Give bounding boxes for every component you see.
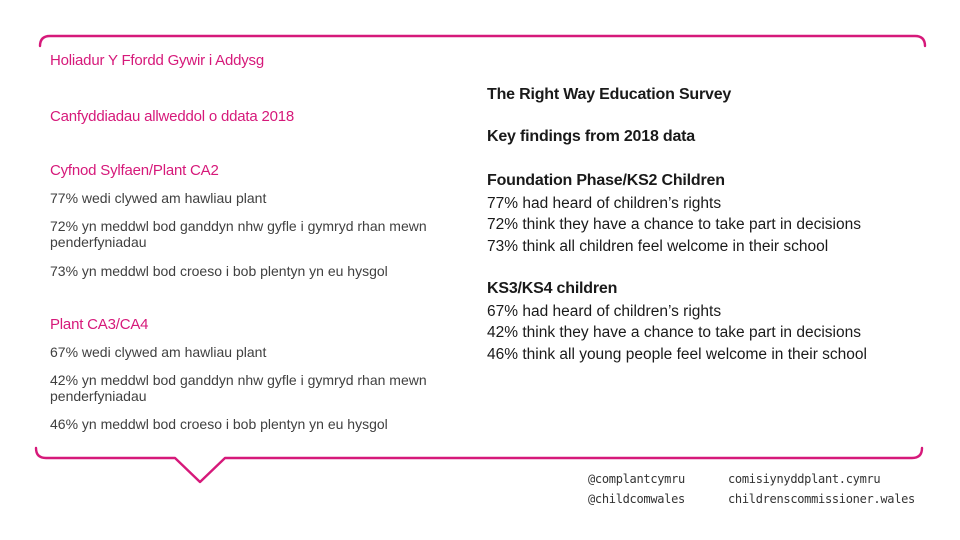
english-section2-item: 46% think all young people feel welcome in their school <box>487 346 867 363</box>
welsh-section2-heading: Plant CA3/CA4 <box>50 316 149 333</box>
welsh-section1-item: 73% yn meddwl bod croeso i bob plentyn yn eu hysgol <box>50 263 388 279</box>
welsh-section2-item: 46% yn meddwl bod croeso i bob plentyn yn eu hysgol <box>50 416 388 432</box>
english-section1-item: 72% think they have a chance to take part in decisions <box>487 216 861 233</box>
welsh-section2-item: 42% yn meddwl bod ganddyn nhw gyfle i gymryd rhan mewn penderfyniadau <box>50 372 427 404</box>
english-section2-item: 42% think they have a chance to take part in decisions <box>487 324 861 341</box>
welsh-title: Holiadur Y Ffordd Gywir i Addysg <box>50 52 264 69</box>
english-section2-item: 67% had heard of children’s rights <box>487 303 722 320</box>
welsh-section1-heading: Cyfnod Sylfaen/Plant CA2 <box>50 162 219 179</box>
english-title: The Right Way Education Survey <box>487 86 732 103</box>
twitter-english-link[interactable]: @childcomwales <box>588 492 685 506</box>
english-subtitle: Key findings from 2018 data <box>487 128 695 145</box>
welsh-section1-item: 72% yn meddwl bod ganddyn nhw gyfle i gymryd rhan mewn penderfyniadau <box>50 218 427 250</box>
website-english-link[interactable]: childrenscommissioner.wales <box>728 492 915 506</box>
welsh-section2-item: 67% wedi clywed am hawliau plant <box>50 344 267 360</box>
welsh-section1-item: 77% wedi clywed am hawliau plant <box>50 190 267 206</box>
welsh-subtitle: Canfyddiadau allweddol o ddata 2018 <box>50 108 295 125</box>
english-section2-heading: KS3/KS4 children <box>487 280 618 297</box>
twitter-welsh-link[interactable]: @complantcymru <box>588 472 685 486</box>
english-section1-heading: Foundation Phase/KS2 Children <box>487 172 725 189</box>
website-welsh-link[interactable]: comisiynyddplant.cymru <box>728 472 881 486</box>
english-section1-item: 73% think all children feel welcome in their school <box>487 238 829 255</box>
english-section1-item: 77% had heard of children’s rights <box>487 195 722 212</box>
